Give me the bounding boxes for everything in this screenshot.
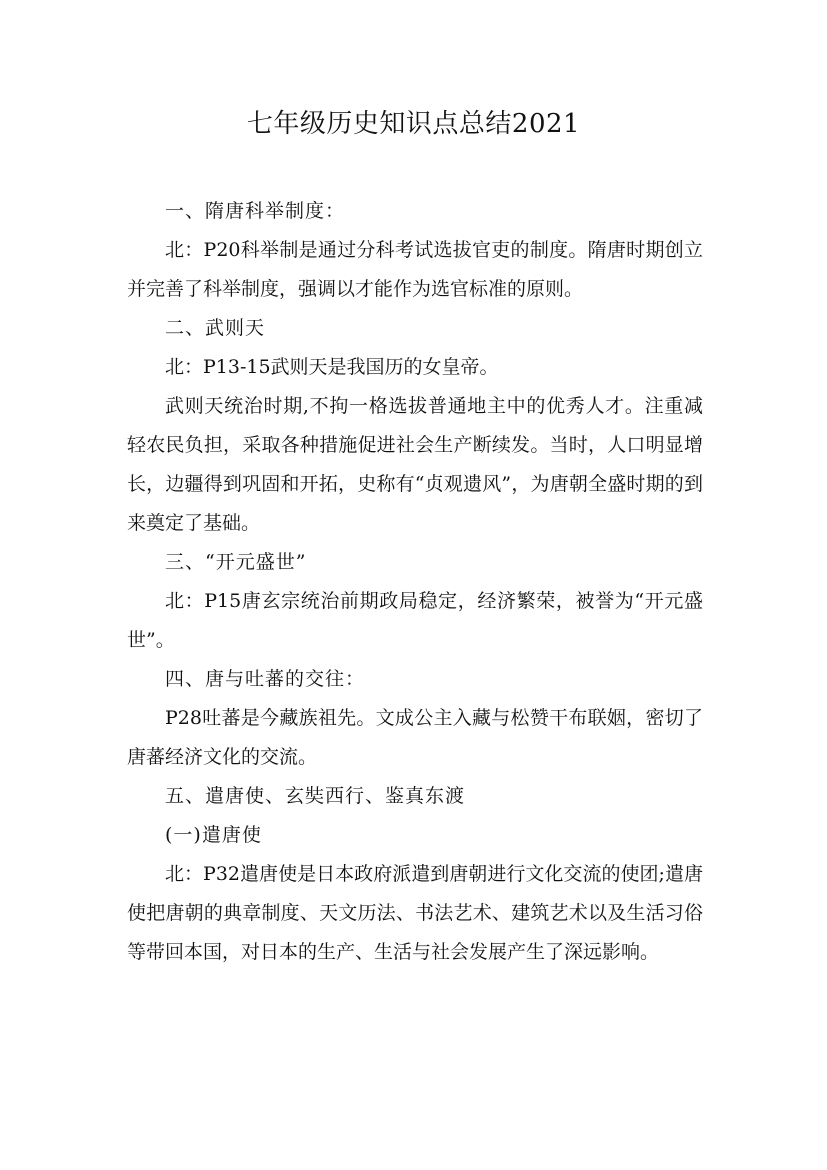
section-heading-wuzetian: 二、武则天	[165, 317, 266, 339]
document-title: 七年级历史知识点总结2021	[246, 109, 581, 139]
section-heading-exchange: 五、遣唐使、玄奘西行、鉴真东渡	[165, 785, 466, 807]
section-heading-tubo: 四、唐与吐蕃的交往：	[165, 668, 366, 690]
document-body	[127, 192, 703, 972]
section-heading-kaiyuan: 三、“开元盛世”	[165, 551, 307, 573]
paragraph-wuzetian-intro: 北：P13-15武则天是我国历的女皇帝。	[165, 356, 499, 378]
paragraph-tubo: P28吐蕃是今藏族祖先。文成公主入藏与松赞干布联姻，密切了唐蕃经济文化的交流。	[127, 707, 703, 768]
paragraph-wuzetian-rule: 武则天统治时期,不拘一格选拔普通地主中的优秀人才。注重减轻农民负担，采取各种措施促进社会生产断续发。当时，人口明显增长，边疆得到巩固和开拓，史称有“贞观遗风”，为唐朝全盛时期的到来奠定了基础。	[127, 395, 703, 534]
paragraph-kaiyuan: 北：P15唐玄宗统治前期政局稳定，经济繁荣，被誉为“开元盛世”。	[127, 590, 703, 651]
paragraph-keju: 北：P20科举制是通过分科考试选拔官吏的制度。隋唐时期创立并完善了科举制度，强调以才能作为选官标准的原则。	[127, 239, 703, 300]
subsection-heading-qiantangshi: (一)遣唐使	[165, 824, 262, 846]
section-heading-keju: 一、隋唐科举制度：	[165, 200, 346, 222]
paragraph-qiantangshi: 北：P32遣唐使是日本政府派遣到唐朝进行文化交流的使团;遣唐使把唐朝的典章制度、天文历法、书法艺术、建筑艺术以及生活习俗等带回本国，对日本的生产、生活与社会发展产生了深远影响。	[127, 863, 703, 963]
